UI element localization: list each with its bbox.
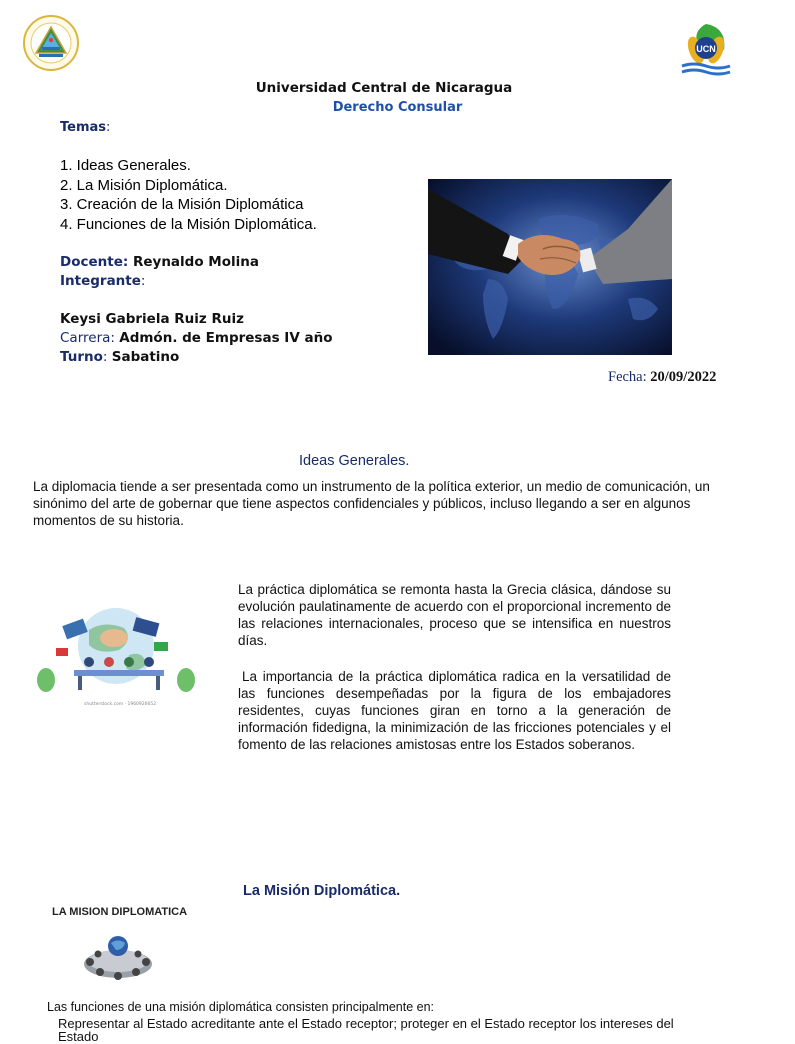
- illustration-caption: shutterstock.com · 1960926652: [84, 702, 157, 707]
- topic-item: 2. La Misión Diplomática.: [60, 176, 228, 194]
- university-title: Universidad Central de Nicaragua: [255, 80, 513, 96]
- turno-label: Turno: [60, 349, 103, 365]
- docente-line: Docente: Reynaldo Molina: [60, 254, 259, 270]
- temas-label: [60, 120, 110, 135]
- ideas-generales-intro: La diplomacia tiende a ser presentada como un instrumento de la política exterior, un medio de comunicación, un sinónimo del arte de gobernar que tiene aspectos confidenciales y públicos, incluso llegando a ser en algunos momentos de su historia.: [33, 479, 710, 528]
- diplomacy-illustration: [34, 600, 200, 710]
- integrante-line: Integrante:: [60, 273, 146, 289]
- mision-diplomatica-intro: Las funciones de una misión diplomática consisten principalmente en:: [47, 1000, 435, 1014]
- temas-label-text: Temas: [60, 120, 107, 135]
- ideas-generales-para1: La práctica diplomática se remonta hasta la Grecia clásica, dándose su evolución paulatinamente de acuerdo con el proporcional incremento de las relaciones internacionales, proceso que se intensifica en nuestros días.: [238, 582, 671, 648]
- nicaragua-coat-of-arms-icon: [22, 14, 80, 72]
- topic-item: 3. Creación de la Misión Diplomática: [60, 196, 304, 213]
- fecha-line: Fecha: 20/09/2022: [608, 369, 717, 385]
- ideas-generales-para2: La importancia de la práctica diplomática radica en la versatilidad de las funciones desempeñadas por la figura de los embajadores residentes, cuyas funciones giran en torno a la generación de información fidedigna, la minimización de las fricciones potenciales y el fomento de las relaciones amistosas entre los Estados soberanos.: [238, 669, 671, 752]
- integrante-value: Keysi Gabriela Ruiz Ruiz: [60, 311, 244, 327]
- temas-colon: :: [106, 120, 111, 135]
- turno-value: Sabatino: [111, 349, 180, 365]
- carrera-line: Carrera: Admón. de Empresas IV año: [60, 330, 333, 346]
- turno-line: Turno: Sabatino: [60, 349, 180, 365]
- topic-item: 1. Ideas Generales.: [60, 157, 191, 174]
- svg-text:UCN: UCN: [696, 44, 716, 54]
- mision-logo-text: LA MISION DIPLOMATICA: [52, 906, 188, 918]
- truncated-text: Representar al Estado acreditante ante el Estado receptor; proteger en el Estado receptor los intereses del Estado: [58, 1016, 674, 1044]
- topic-item: 4. Funciones de la Misión Diplomática.: [60, 215, 317, 233]
- carrera-label: Carrera: [60, 330, 111, 346]
- conference-table-icon: [78, 928, 158, 986]
- handshake-photo: [428, 179, 672, 355]
- ideas-generales-title: Ideas Generales.: [299, 453, 410, 469]
- docente-label: Docente: [60, 254, 123, 270]
- topics-list: [60, 156, 317, 234]
- fecha-label: Fecha: [608, 369, 643, 385]
- ucn-logo-icon: [676, 20, 736, 80]
- fecha-value: 20/09/2022: [650, 369, 717, 385]
- docente-value: Reynaldo Molina: [132, 254, 259, 270]
- integrante-label: Integrante: [60, 273, 141, 289]
- mision-diplomatica-title: La Misión Diplomática.: [243, 883, 401, 899]
- carrera-value: Admón. de Empresas IV año: [119, 330, 333, 346]
- truncated-line: [58, 1016, 698, 1044]
- course-title: Derecho Consular: [332, 100, 463, 115]
